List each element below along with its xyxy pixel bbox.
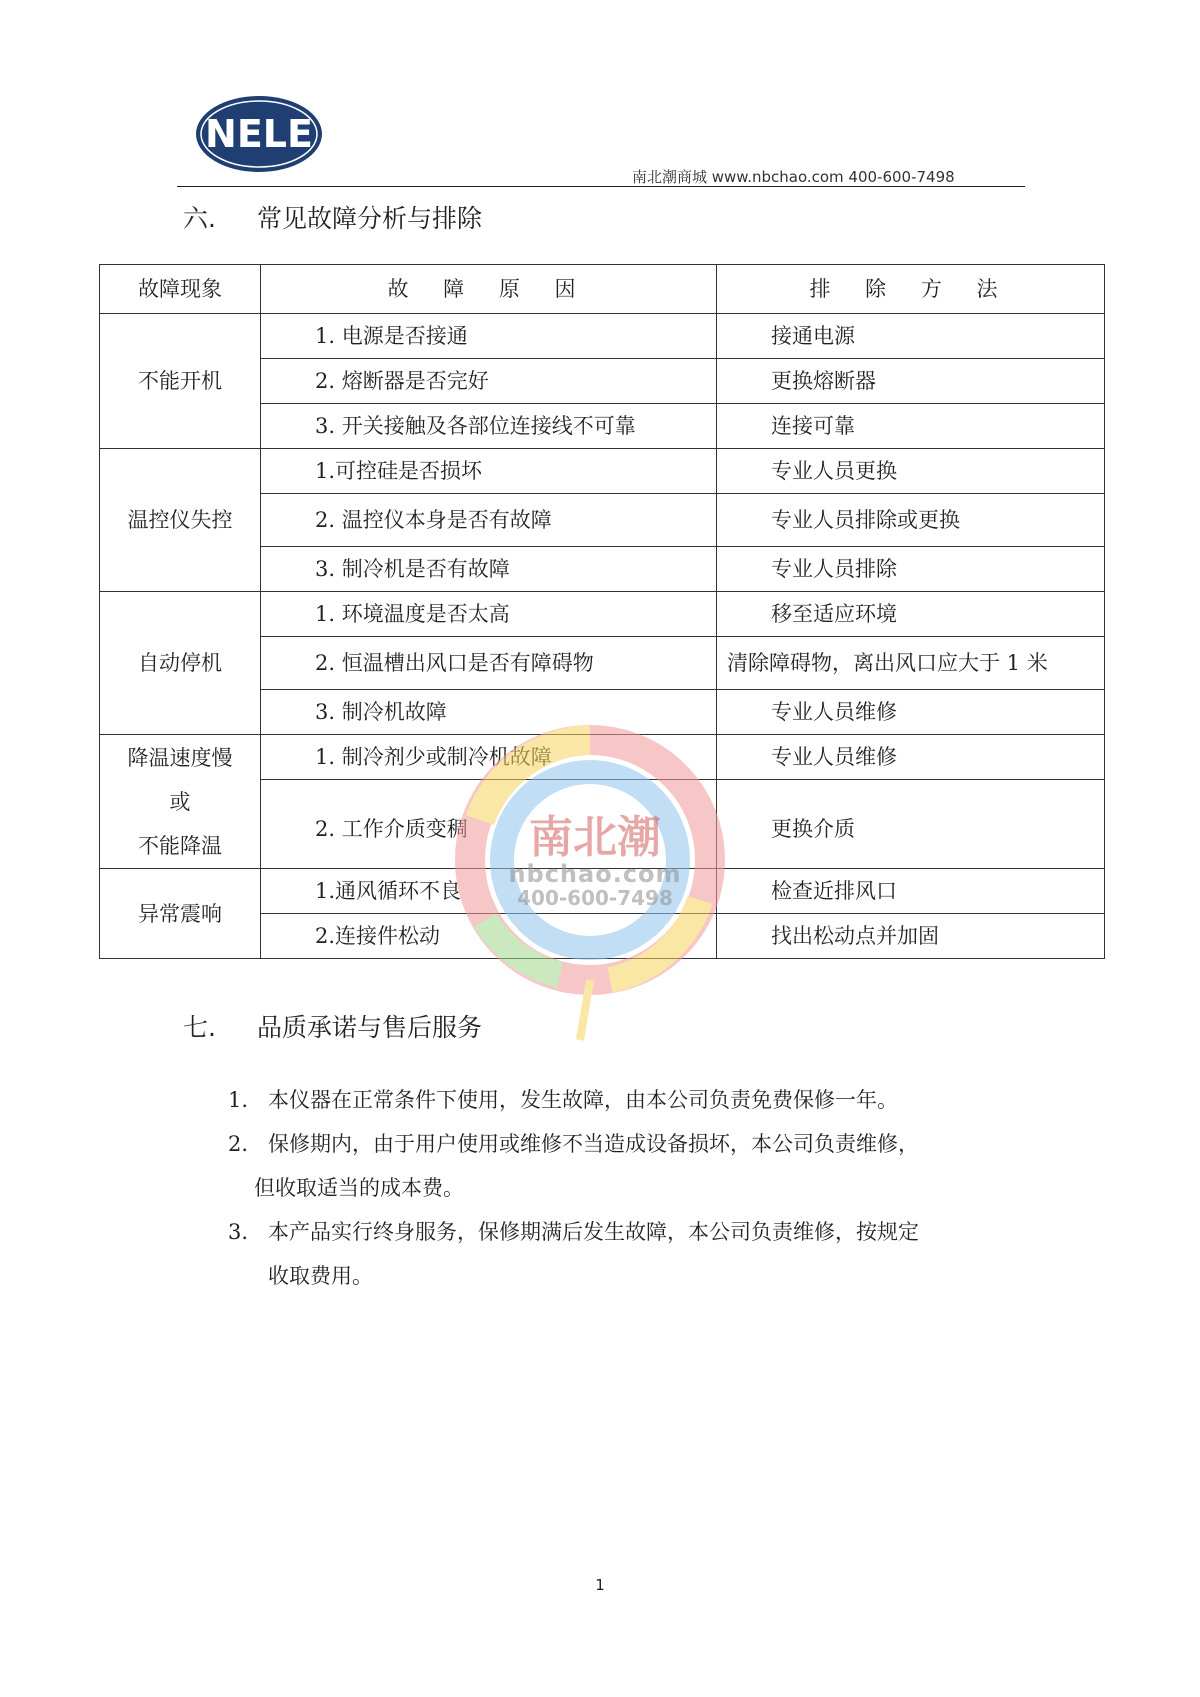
- solution-cell: 移至适应环境: [717, 592, 1105, 637]
- solution-cell: 更换介质: [717, 780, 1105, 869]
- list-item: [228, 1078, 1058, 1122]
- item-continuation: 收取费用。: [268, 1264, 373, 1288]
- cause-cell: 3. 开关接触及各部位连接线不可靠: [261, 404, 717, 449]
- section7-title: [183, 1008, 482, 1044]
- symptom-cell: 异常震响: [100, 869, 261, 959]
- solution-cell: 专业人员维修: [717, 735, 1105, 780]
- header-symptom: 故障现象: [100, 265, 261, 314]
- logo-text: NELE: [205, 112, 313, 156]
- symptom-cell: 不能开机: [100, 314, 261, 449]
- cause-cell: 2. 恒温槽出风口是否有障碍物: [261, 637, 717, 690]
- table-header-row: [100, 265, 1105, 314]
- header-solution: 排 除 方 法: [717, 265, 1105, 314]
- table-row: [100, 869, 1105, 914]
- solution-cell: 专业人员排除或更换: [717, 494, 1105, 547]
- item-text: 保修期内，由于用户使用或维修不当造成设备损坏，本公司负责维修，: [268, 1132, 919, 1156]
- symptom-cell: [100, 735, 261, 869]
- cause-cell: 3. 制冷机故障: [261, 690, 717, 735]
- section7-title-text: 品质承诺与售后服务: [257, 1013, 483, 1042]
- cause-cell: 1. 电源是否接通: [261, 314, 717, 359]
- section6-title: [183, 199, 482, 235]
- watermark-site: nbchao.com: [508, 860, 682, 888]
- section7-number: 七.: [183, 1013, 216, 1042]
- solution-cell: 清除障碍物，离出风口应大于 1 米: [717, 637, 1105, 690]
- watermark-phone: 400-600-7498: [517, 886, 673, 910]
- solution-cell: 专业人员排除: [717, 547, 1105, 592]
- cause-cell: 3. 制冷机是否有故障: [261, 547, 717, 592]
- header-contact: 南北潮商城 www.nbchao.com 400-600-7498: [632, 168, 955, 186]
- table-row: [100, 314, 1105, 359]
- item-text: 本产品实行终身服务，保修期满后发生故障，本公司负责维修，按规定: [268, 1220, 919, 1244]
- watermark-brand: 南北潮: [529, 812, 661, 863]
- page-number: 1: [595, 1576, 605, 1594]
- cause-cell: 1.可控硅是否损坏: [261, 449, 717, 494]
- list-item: [228, 1210, 1058, 1298]
- solution-cell: 找出松动点并加固: [717, 914, 1105, 959]
- symptom-cell: 温控仪失控: [100, 449, 261, 592]
- header-cause: 故 障 原 因: [261, 265, 717, 314]
- nele-logo: [195, 95, 323, 173]
- fault-table: [99, 264, 1105, 959]
- cause-cell: 2. 工作介质变稠: [261, 780, 717, 869]
- item-number: 2.: [228, 1132, 249, 1156]
- list-item: [228, 1122, 1058, 1210]
- header-divider: [177, 186, 1025, 187]
- solution-cell: 连接可靠: [717, 404, 1105, 449]
- section6-title-text: 常见故障分析与排除: [257, 204, 483, 233]
- promise-list: [228, 1078, 1058, 1298]
- item-text: 本仪器在正常条件下使用，发生故障，由本公司负责免费保修一年。: [268, 1088, 898, 1112]
- section6-number: 六.: [183, 204, 216, 233]
- cause-cell: 2.连接件松动: [261, 914, 717, 959]
- symptom-line: 降温速度慢: [127, 745, 233, 770]
- cause-cell: 2. 熔断器是否完好: [261, 359, 717, 404]
- item-number: 3.: [228, 1220, 249, 1244]
- cause-cell: 1. 环境温度是否太高: [261, 592, 717, 637]
- solution-cell: 专业人员更换: [717, 449, 1105, 494]
- symptom-lines: [100, 736, 260, 868]
- item-number: 1.: [228, 1088, 249, 1112]
- symptom-line: 或: [169, 789, 191, 814]
- table-row: [100, 449, 1105, 494]
- solution-cell: 接通电源: [717, 314, 1105, 359]
- symptom-cell: 自动停机: [100, 592, 261, 735]
- table-row: [100, 735, 1105, 780]
- cause-cell: 1. 制冷剂少或制冷机故障: [261, 735, 717, 780]
- solution-cell: 专业人员维修: [717, 690, 1105, 735]
- solution-cell: 检查近排风口: [717, 869, 1105, 914]
- cause-cell: 1.通风循环不良: [261, 869, 717, 914]
- table-row: [100, 592, 1105, 637]
- cause-cell: 2. 温控仪本身是否有故障: [261, 494, 717, 547]
- solution-cell: 更换熔断器: [717, 359, 1105, 404]
- symptom-line: 不能降温: [138, 833, 222, 858]
- item-continuation: 但收取适当的成本费。: [254, 1176, 464, 1200]
